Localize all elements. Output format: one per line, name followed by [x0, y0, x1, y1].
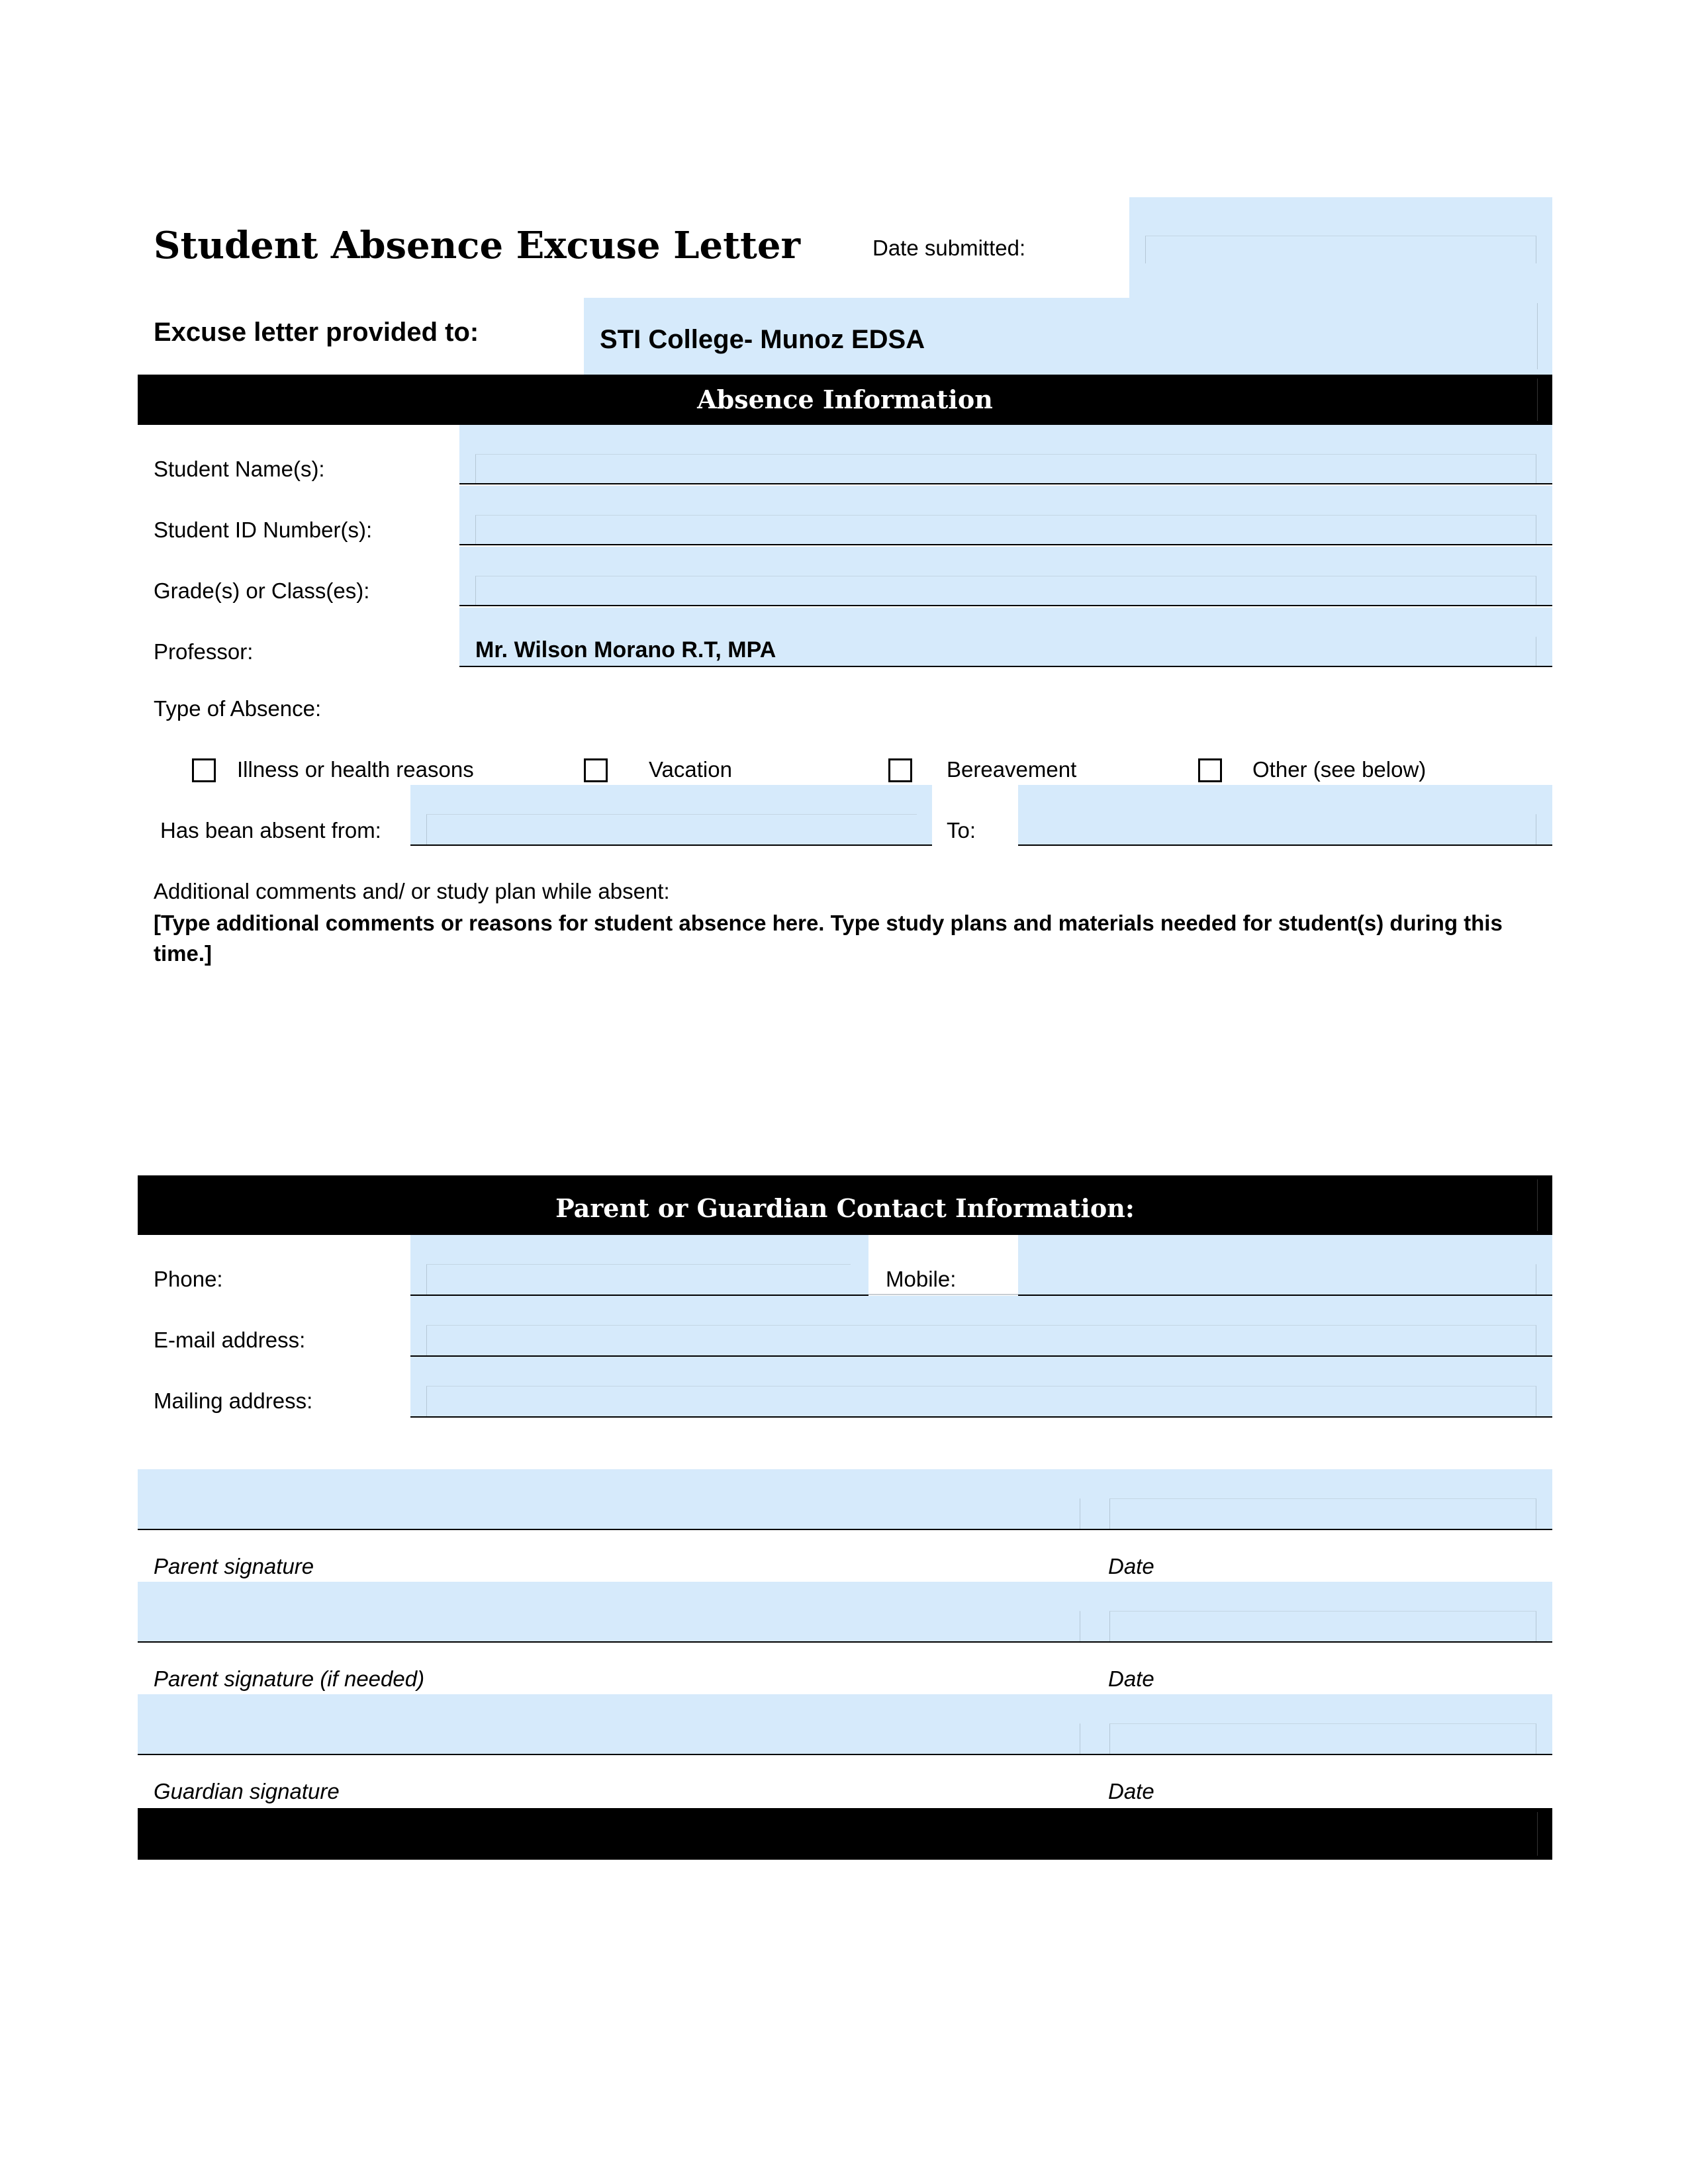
parent-signature-date-field[interactable] — [1094, 1469, 1552, 1530]
parent-signature-date-label: Date — [1108, 1554, 1154, 1578]
date-submitted-label: Date submitted: — [872, 236, 1026, 260]
bereavement-label: Bereavement — [947, 757, 1077, 782]
comments-label: Additional comments and/ or study plan while absent: — [154, 879, 670, 903]
absence-heading-text: Absence Information — [697, 385, 993, 414]
date-submitted-field[interactable] — [1129, 197, 1552, 298]
absence-type-label: Type of Absence: — [154, 696, 322, 721]
absent-from-field[interactable] — [410, 785, 932, 846]
student-names-label: Student Name(s): — [154, 457, 325, 481]
other-label: Other (see below) — [1252, 757, 1427, 782]
grades-field[interactable] — [459, 547, 1552, 606]
phone-label: Phone: — [154, 1267, 223, 1291]
other-checkbox[interactable] — [1198, 758, 1222, 782]
email-field[interactable] — [410, 1296, 1552, 1357]
parent-signature-2-date-field[interactable] — [1094, 1582, 1552, 1643]
phone-field[interactable] — [410, 1235, 868, 1296]
email-label: E-mail address: — [154, 1328, 306, 1352]
student-names-field[interactable] — [459, 425, 1552, 484]
mobile-field[interactable] — [1018, 1235, 1552, 1296]
provided-to-label: Excuse letter provided to: — [154, 318, 479, 347]
contact-heading-text: Parent or Guardian Contact Information: — [555, 1193, 1135, 1223]
student-ids-field[interactable] — [459, 486, 1552, 545]
provided-to-field[interactable] — [584, 298, 1552, 375]
illness-checkbox[interactable] — [192, 758, 216, 782]
illness-label: Illness or health reasons — [237, 757, 474, 782]
guardian-signature-field[interactable] — [138, 1694, 1094, 1755]
guardian-signature-label: Guardian signature — [154, 1779, 340, 1803]
provided-to-value: STI College- Munoz EDSA — [600, 325, 925, 354]
professor-label: Professor: — [154, 639, 254, 664]
parent-signature-2-field[interactable] — [138, 1582, 1094, 1643]
parent-signature-2-date-label: Date — [1108, 1666, 1154, 1691]
absent-to-field[interactable] — [1018, 785, 1552, 846]
absent-from-label: Has bean absent from: — [160, 818, 381, 842]
vacation-label: Vacation — [649, 757, 732, 782]
contact-information-heading — [138, 1175, 1552, 1235]
bereavement-checkbox[interactable] — [888, 758, 912, 782]
student-ids-label: Student ID Number(s): — [154, 518, 373, 542]
parent-signature-field[interactable] — [138, 1469, 1094, 1530]
vacation-checkbox[interactable] — [584, 758, 608, 782]
guardian-signature-date-field[interactable] — [1094, 1694, 1552, 1755]
absent-to-label: To: — [947, 818, 976, 842]
professor-field[interactable] — [459, 608, 1552, 667]
comments-textarea[interactable]: [Type additional comments or reasons for student absence here. Type study plans and materials needed for student(s) during this time.] — [154, 911, 1503, 966]
mobile-label: Mobile: — [886, 1267, 957, 1291]
parent-signature-2-label: Parent signature (if needed) — [154, 1666, 425, 1691]
professor-value: Mr. Wilson Morano R.T, MPA — [475, 637, 776, 662]
page-title: Student Absence Excuse Letter — [154, 224, 800, 267]
grades-label: Grade(s) or Class(es): — [154, 578, 370, 603]
footer-band — [138, 1808, 1552, 1860]
guardian-signature-date-label: Date — [1108, 1779, 1154, 1803]
absence-information-heading — [138, 375, 1552, 425]
mailing-address-field[interactable] — [410, 1357, 1552, 1418]
parent-signature-label: Parent signature — [154, 1554, 314, 1578]
mailing-address-label: Mailing address: — [154, 1388, 313, 1413]
